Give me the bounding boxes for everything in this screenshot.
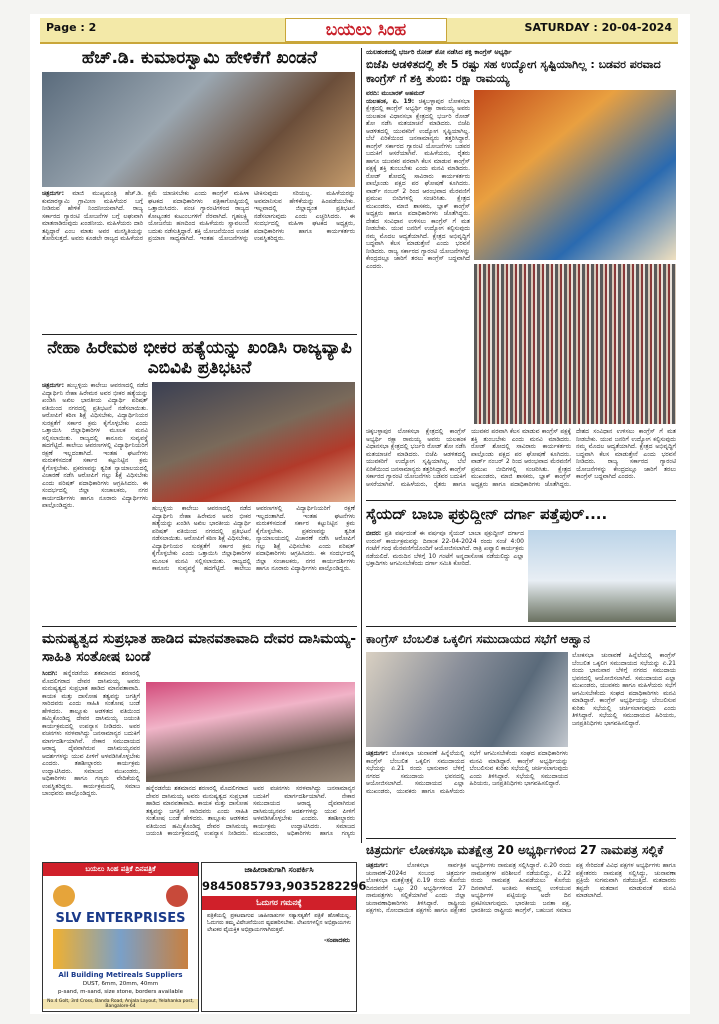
story7-body (366, 862, 676, 1010)
story2-body-cont (152, 505, 355, 622)
story3-headline: ಮನುಷ್ಯತ್ವದ ಸುಪ್ರಭಾತ ಹಾಡಿದ ಮಾನವತಾವಾದಿ ದೇವರ ದಾಸಿಮಯ್ಯ-ಸಾಹಿತಿ ಸಂತೋಷ ಬಂಡೆ (42, 631, 357, 665)
column-divider (361, 48, 362, 843)
contact-notice-box (201, 862, 367, 1012)
notice-title: ಓದುಗರ ಗಮನಕ್ಕೆ (202, 896, 356, 910)
ad-address: No.4 Golt, 3rd Cross, Banda Road, Anjala Layout, Yelahanka post, Bangalore-64 (43, 999, 198, 1009)
story4-dateline: ಯಲಹಂಕ, ಏ. 19: (366, 97, 415, 105)
ad-truck-image (53, 929, 188, 969)
story3-photo (146, 682, 355, 782)
story3-text: ಹನ್ನೆರಡನೆಯ ಶತಮಾನದ ಶರಣರಲ್ಲಿ ಮೊದಲಿಗರಾದ ದೇವರ ದಾಸಿಮಯ್ಯ ಅವರು ಮನುಷ್ಯತ್ವದ ಸುಪ್ರಭಾತ ಹಾಡಿದ ಮಾನವತಾವಾದಿ. ಕಾಯಕ ಮತ್ತು ದಾಸೋಹ ತತ್ವವನ್ನು ಜಗತ್ತಿಗೆ ಸಾರಿದವರು ಎಂದು ಸಾಹಿತಿ ಸಂತೋಷ ಬಂಡೆ ಹೇಳಿದರು. ತಾಲ್ಲೂಕು ಆಡಳಿತದ ವತಿಯಿಂದ ಹಮ್ಮಿಕೊಂಡಿದ್ದ ದೇವರ ದಾಸಿಮಯ್ಯ ಜಯಂತಿ ಕಾರ್ಯಕ್ರಮದಲ್ಲಿ ಉಪನ್ಯಾಸ ನೀಡಿದರು. ಅವರ ವಚನಗಳು ಸರಳವಾಗಿದ್ದು ಜನಸಾಮಾನ್ಯರ ಬದುಕಿಗೆ ಮಾರ್ಗದರ್ಶಿಯಾಗಿವೆ. ನೇಕಾರ ಸಮುದಾಯದ ಆರಾಧ್ಯ ದೈವವಾಗಿರುವ ದಾಸಿಮಯ್ಯನವರ ಆದರ್ಶಗಳನ್ನು ಯುವ ಪೀಳಿಗೆ ಅಳವಡಿಸಿಕೊಳ್ಳಬೇಕು ಎಂದರು. ತಹಶೀಲ್ದಾರರು ಕಾರ್ಯಕ್ರಮ ಉದ್ಘಾಟಿಸಿದರು. ಸಮಾಜದ ಮುಖಂಡರು, ಅಧಿಕಾರಿಗಳು ಹಾಗೂ ಗಣ್ಯರು ವೇದಿಕೆಯಲ್ಲಿ ಉಪಸ್ಥಿತರಿದ್ದರು. ಕಾರ್ಯಕ್ರಮದಲ್ಲಿ ಸಮಾಜ ಬಾಂಧವರು ಪಾಲ್ಗೊಂಡಿದ್ದರು. (42, 670, 140, 797)
story4-text-cont: ಚಿಕ್ಕಬಳ್ಳಾಪುರ ಲೋಕಸಭಾ ಕ್ಷೇತ್ರದಲ್ಲಿ ಕಾಂಗ್ರೆಸ್ ಅಭ್ಯರ್ಥಿ ರಕ್ಷಾ ರಾಮಯ್ಯ ಅವರು ಯಲಹಂಕ ವಿಧಾನಸಭಾ ಕ್ಷೇತ್ರದಲ್ಲಿ ಭರ್ಜರಿ ರೋಡ್ ಶೋ ನಡೆಸಿ ಮತಯಾಚನೆ ಮಾಡಿದರು. ಬಿಜೆಪಿ ಆಡಳಿತದಲ್ಲಿ ಯುವಕರಿಗೆ ಉದ್ಯೋಗ ಸೃಷ್ಟಿಯಾಗಿಲ್ಲ. ಬೆಲೆ ಏರಿಕೆಯಿಂದ ಜನಸಾಮಾನ್ಯರು ತತ್ತರಿಸಿದ್ದಾರೆ. ಕಾಂಗ್ರೆಸ್ ಸರ್ಕಾರದ ಗ್ಯಾರಂಟಿ ಯೋಜನೆಗಳು ಬಡವರ ಬದುಕಿಗೆ ಆಸರೆಯಾಗಿವೆ. ಮಹಿಳೆಯರು, ರೈತರು ಹಾಗೂ ಯುವಕರ ಪರವಾಗಿ ಕೆಲಸ ಮಾಡುವ ಕಾಂಗ್ರೆಸ್ ಪಕ್ಷಕ್ಕೆ ಶಕ್ತಿ ತುಂಬಬೇಕು ಎಂದು ಮನವಿ ಮಾಡಿದರು. ರೋಡ್ ಶೋದಲ್ಲಿ ಸಾವಿರಾರು ಕಾರ್ಯಕರ್ತರು ಪಾಲ್ಗೊಂಡು ಪಕ್ಷದ ಪರ ಘೋಷಣೆ ಕೂಗಿದರು. ವಾರ್ಡ್ ನಂಬರ್ 2 ರಿಂದ ಆರಂಭವಾದ ಮೆರವಣಿಗೆ ಪ್ರಮುಖ ಬೀದಿಗಳಲ್ಲಿ ಸಂಚರಿಸಿತು. ಕ್ಷೇತ್ರದ ಮುಖಂಡರು, ಮಾಜಿ ಶಾಸಕರು, ಬ್ಲಾಕ್ ಕಾಂಗ್ರೆಸ್ ಅಧ್ಯಕ್ಷರು ಹಾಗೂ ಪದಾಧಿಕಾರಿಗಳು ಜೊತೆಗಿದ್ದರು. ದೇಶದ ಸಂವಿಧಾನ ಉಳಿಸಲು ಕಾಂಗ್ರೆಸ್ ಗೆ ಮತ ನೀಡಬೇಕು. ಯುವ ಜನರಿಗೆ ಉದ್ಯೋಗ ಕಲ್ಪಿಸುವುದು ನಮ್ಮ ಮೊದಲ ಆದ್ಯತೆಯಾಗಿದೆ. ಕ್ಷೇತ್ರದ ಅಭಿವೃದ್ಧಿಗೆ ಬದ್ಧವಾಗಿ ಕೆಲಸ ಮಾಡುತ್ತೇನೆ ಎಂದು ಭರವಸೆ ನೀಡಿದರು. ರಾಜ್ಯ ಸರ್ಕಾರದ ಗ್ಯಾರಂಟಿ ಯೋಜನೆಗಳನ್ನು ಕೇಂದ್ರದಲ್ಲೂ ಜಾರಿಗೆ ತರಲು ಕಾಂಗ್ರೆಸ್ ಬದ್ಧವಾಗಿದೆ ಎಂದರು. (366, 428, 676, 488)
issue-date: SATURDAY : 20-04-2024 (524, 21, 672, 34)
story-divider (366, 626, 676, 627)
story2-dateline: ಚಿತ್ರದುರ್ಗ: (42, 382, 65, 389)
story7-text: ಲೋಕಸಭಾ ಸಾರ್ವತ್ರಿಕ ಚುನಾವಣೆ-2024ರ ಸಂಬಂಧ ಚಿತ್ರದುರ್ಗ ಲೋಕಸಭಾ ಮತಕ್ಷೇತ್ರಕ್ಕೆ ಏ.19 ರಂದು ಕೊನೆಯ ದಿನದವರೆಗೆ ಒಟ್ಟು 20 ಅಭ್ಯರ್ಥಿಗಳಿಂದ 27 ನಾಮಪತ್ರಗಳು ಸಲ್ಲಿಕೆಯಾಗಿವೆ ಎಂದು ಜಿಲ್ಲಾ ಚುನಾವಣಾಧಿಕಾರಿಗಳು ತಿಳಿಸಿದ್ದಾರೆ. ರಾಷ್ಟ್ರೀಯ ಪಕ್ಷಗಳು, ನೋಂದಾಯಿತ ಪಕ್ಷಗಳು ಹಾಗೂ ಪಕ್ಷೇತರ ಅಭ್ಯರ್ಥಿಗಳು ನಾಮಪತ್ರ ಸಲ್ಲಿಸಿದ್ದಾರೆ. ಏ.20 ರಂದು ನಾಮಪತ್ರಗಳ ಪರಿಶೀಲನೆ ನಡೆಯಲಿದ್ದು, ಏ.22 ರಂದು ನಾಮಪತ್ರ ಹಿಂಪಡೆಯಲು ಕೊನೆಯ ದಿನವಾಗಿದೆ. ಅಂತಿಮ ಕಣದಲ್ಲಿ ಉಳಿಯುವ ಅಭ್ಯರ್ಥಿಗಳ ಪಟ್ಟಿಯನ್ನು ಅದೇ ದಿನ ಪ್ರಕಟಿಸಲಾಗುವುದು. ಭಾರತೀಯ ಜನತಾ ಪಕ್ಷ, ಭಾರತೀಯ ರಾಷ್ಟ್ರೀಯ ಕಾಂಗ್ರೆಸ್, ಬಹುಜನ ಸಮಾಜ ಪಕ್ಷ ಸೇರಿದಂತೆ ವಿವಿಧ ಪಕ್ಷಗಳ ಅಭ್ಯರ್ಥಿಗಳು ಹಾಗೂ ಪಕ್ಷೇತರರು ನಾಮಪತ್ರ ಸಲ್ಲಿಸಿದ್ದು, ಚುನಾವಣಾ ಪ್ರಕ್ರಿಯೆ ಸುಗಮವಾಗಿ ನಡೆಯುತ್ತಿದೆ. ಮತದಾರರು ತಪ್ಪದೇ ಮತದಾನ ಮಾಡುವಂತೆ ಮನವಿ ಮಾಡಲಾಗಿದೆ. (366, 862, 676, 914)
ad-phone-numbers: 9845085793,9035282296 (202, 879, 367, 893)
story4-body-cont (366, 428, 676, 496)
story2-text: ಹುಬ್ಬಳ್ಳಿಯ ಕಾಲೇಜು ಆವರಣದಲ್ಲಿ ನಡೆದ ವಿದ್ಯಾರ್ಥಿನಿ ನೇಹಾ ಹಿರೇಮಠ ಅವರ ಭೀಕರ ಹತ್ಯೆಯನ್ನು ಖಂಡಿಸಿ ಅಖಿಲ ಭಾರತೀಯ ವಿದ್ಯಾರ್ಥಿ ಪರಿಷತ್ ವತಿಯಿಂದ ನಗರದಲ್ಲಿ ಪ್ರತಿಭಟನೆ ನಡೆಸಲಾಯಿತು. ಆರೋಪಿಗೆ ಕಠಿಣ ಶಿಕ್ಷೆ ವಿಧಿಸಬೇಕು, ವಿದ್ಯಾರ್ಥಿನಿಯರ ಸುರಕ್ಷತೆಗೆ ಸರ್ಕಾರ ಕ್ರಮ ಕೈಗೊಳ್ಳಬೇಕು ಎಂದು ಒತ್ತಾಯಿಸಿ ಜಿಲ್ಲಾಧಿಕಾರಿಗಳ ಮೂಲಕ ಮನವಿ ಸಲ್ಲಿಸಲಾಯಿತು. ರಾಜ್ಯದಲ್ಲಿ ಕಾನೂನು ಸುವ್ಯವಸ್ಥೆ ಹದಗೆಟ್ಟಿದೆ. ಕಾಲೇಜು ಆವರಣಗಳಲ್ಲಿ ವಿದ್ಯಾರ್ಥಿನಿಯರಿಗೆ ರಕ್ಷಣೆ ಇಲ್ಲದಂತಾಗಿದೆ. ಇಂತಹ ಘಟನೆಗಳು ಮರುಕಳಿಸದಂತೆ ಸರ್ಕಾರ ಕಟ್ಟುನಿಟ್ಟಿನ ಕ್ರಮ ಕೈಗೊಳ್ಳಬೇಕು. ಪ್ರಕರಣವನ್ನು ತ್ವರಿತ ನ್ಯಾಯಾಲಯದಲ್ಲಿ ವಿಚಾರಣೆ ನಡೆಸಿ ಆರೋಪಿಗೆ ಗಲ್ಲು ಶಿಕ್ಷೆ ವಿಧಿಸಬೇಕು ಎಂದು ಪರಿಷತ್ ಪದಾಧಿಕಾರಿಗಳು ಆಗ್ರಹಿಸಿದರು. ಈ ಸಂದರ್ಭದಲ್ಲಿ ಜಿಲ್ಲಾ ಸಂಚಾಲಕರು, ನಗರ ಕಾರ್ಯದರ್ಶಿಗಳು ಹಾಗೂ ನೂರಾರು ವಿದ್ಯಾರ್ಥಿಗಳು ಪಾಲ್ಗೊಂಡಿದ್ದರು. (42, 382, 148, 509)
story4-text: ಚಿಕ್ಕಬಳ್ಳಾಪುರ ಲೋಕಸಭಾ ಕ್ಷೇತ್ರದಲ್ಲಿ ಕಾಂಗ್ರೆಸ್ ಅಭ್ಯರ್ಥಿ ರಕ್ಷಾ ರಾಮಯ್ಯ ಅವರು ಯಲಹಂಕ ವಿಧಾನಸಭಾ ಕ್ಷೇತ್ರದಲ್ಲಿ ಭರ್ಜರಿ ರೋಡ್ ಶೋ ನಡೆಸಿ ಮತಯಾಚನೆ ಮಾಡಿದರು. ಬಿಜೆಪಿ ಆಡಳಿತದಲ್ಲಿ ಯುವಕರಿಗೆ ಉದ್ಯೋಗ ಸೃಷ್ಟಿಯಾಗಿಲ್ಲ. ಬೆಲೆ ಏರಿಕೆಯಿಂದ ಜನಸಾಮಾನ್ಯರು ತತ್ತರಿಸಿದ್ದಾರೆ. ಕಾಂಗ್ರೆಸ್ ಸರ್ಕಾರದ ಗ್ಯಾರಂಟಿ ಯೋಜನೆಗಳು ಬಡವರ ಬದುಕಿಗೆ ಆಸರೆಯಾಗಿವೆ. ಮಹಿಳೆಯರು, ರೈತರು ಹಾಗೂ ಯುವಕರ ಪರವಾಗಿ ಕೆಲಸ ಮಾಡುವ ಕಾಂಗ್ರೆಸ್ ಪಕ್ಷಕ್ಕೆ ಶಕ್ತಿ ತುಂಬಬೇಕು ಎಂದು ಮನವಿ ಮಾಡಿದರು. ರೋಡ್ ಶೋದಲ್ಲಿ ಸಾವಿರಾರು ಕಾರ್ಯಕರ್ತರು ಪಾಲ್ಗೊಂಡು ಪಕ್ಷದ ಪರ ಘೋಷಣೆ ಕೂಗಿದರು. ವಾರ್ಡ್ ನಂಬರ್ 2 ರಿಂದ ಆರಂಭವಾದ ಮೆರವಣಿಗೆ ಪ್ರಮುಖ ಬೀದಿಗಳಲ್ಲಿ ಸಂಚರಿಸಿತು. ಕ್ಷೇತ್ರದ ಮುಖಂಡರು, ಮಾಜಿ ಶಾಸಕರು, ಬ್ಲಾಕ್ ಕಾಂಗ್ರೆಸ್ ಅಧ್ಯಕ್ಷರು ಹಾಗೂ ಪದಾಧಿಕಾರಿಗಳು ಜೊತೆಗಿದ್ದರು. ದೇಶದ ಸಂವಿಧಾನ ಉಳಿಸಲು ಕಾಂಗ್ರೆಸ್ ಗೆ ಮತ ನೀಡಬೇಕು. ಯುವ ಜನರಿಗೆ ಉದ್ಯೋಗ ಕಲ್ಪಿಸುವುದು ನಮ್ಮ ಮೊದಲ ಆದ್ಯತೆಯಾಗಿದೆ. ಕ್ಷೇತ್ರದ ಅಭಿವೃದ್ಧಿಗೆ ಬದ್ಧವಾಗಿ ಕೆಲಸ ಮಾಡುತ್ತೇನೆ ಎಂದು ಭರವಸೆ ನೀಡಿದರು. ರಾಜ್ಯ ಸರ್ಕಾರದ ಗ್ಯಾರಂಟಿ ಯೋಜನೆಗಳನ್ನು ಕೇಂದ್ರದಲ್ಲೂ ಜಾರಿಗೆ ತರಲು ಕಾಂಗ್ರೆಸ್ ಬದ್ಧವಾಗಿದೆ ಎಂದರು. (366, 97, 470, 270)
ad-banner: ಬಯಲು ಸಿಂಹ ಪತ್ರಿಕೆ ದಿನಪತ್ರಿಕೆ (43, 863, 198, 876)
story4-byline: ವರದಿ: ಮುಬಾರಕ್ ಅಹಮದ್ (366, 90, 425, 97)
ad-tagline: All Building Metireals Suppliers (58, 971, 183, 979)
story4-photo-crowd (474, 264, 676, 424)
notice-signature: -ಸಂಪಾದಕರು (324, 937, 350, 944)
story1-dateline: ಚಿತ್ರದುರ್ಗ: (42, 190, 65, 197)
story4-headline: ಬಿಜೆಪಿ ಆಡಳಿತದಲ್ಲಿ ಶೇ 5 ರಷ್ಟು ಸಹ ಉದ್ಯೋಗ ಸೃಷ್ಟಿಯಾಗಿಲ್ಲ : ಬಡವರ ಪರವಾದ ಕಾಂಗ್ರೆಸ್ ಗೆ ಶಕ್ತಿ ತುಂಬಿ: ರಕ್ಷಾ ರಾಮಯ್ಯ (366, 58, 661, 85)
story2-body-col (42, 382, 148, 622)
story2-text-cont: ಹುಬ್ಬಳ್ಳಿಯ ಕಾಲೇಜು ಆವರಣದಲ್ಲಿ ನಡೆದ ವಿದ್ಯಾರ್ಥಿನಿ ನೇಹಾ ಹಿರೇಮಠ ಅವರ ಭೀಕರ ಹತ್ಯೆಯನ್ನು ಖಂಡಿಸಿ ಅಖಿಲ ಭಾರತೀಯ ವಿದ್ಯಾರ್ಥಿ ಪರಿಷತ್ ವತಿಯಿಂದ ನಗರದಲ್ಲಿ ಪ್ರತಿಭಟನೆ ನಡೆಸಲಾಯಿತು. ಆರೋಪಿಗೆ ಕಠಿಣ ಶಿಕ್ಷೆ ವಿಧಿಸಬೇಕು, ವಿದ್ಯಾರ್ಥಿನಿಯರ ಸುರಕ್ಷತೆಗೆ ಸರ್ಕಾರ ಕ್ರಮ ಕೈಗೊಳ್ಳಬೇಕು ಎಂದು ಒತ್ತಾಯಿಸಿ ಜಿಲ್ಲಾಧಿಕಾರಿಗಳ ಮೂಲಕ ಮನವಿ ಸಲ್ಲಿಸಲಾಯಿತು. ರಾಜ್ಯದಲ್ಲಿ ಕಾನೂನು ಸುವ್ಯವಸ್ಥೆ ಹದಗೆಟ್ಟಿದೆ. ಕಾಲೇಜು ಆವರಣಗಳಲ್ಲಿ ವಿದ್ಯಾರ್ಥಿನಿಯರಿಗೆ ರಕ್ಷಣೆ ಇಲ್ಲದಂತಾಗಿದೆ. ಇಂತಹ ಘಟನೆಗಳು ಮರುಕಳಿಸದಂತೆ ಸರ್ಕಾರ ಕಟ್ಟುನಿಟ್ಟಿನ ಕ್ರಮ ಕೈಗೊಳ್ಳಬೇಕು. ಪ್ರಕರಣವನ್ನು ತ್ವರಿತ ನ್ಯಾಯಾಲಯದಲ್ಲಿ ವಿಚಾರಣೆ ನಡೆಸಿ ಆರೋಪಿಗೆ ಗಲ್ಲು ಶಿಕ್ಷೆ ವಿಧಿಸಬೇಕು ಎಂದು ಪರಿಷತ್ ಪದಾಧಿಕಾರಿಗಳು ಆಗ್ರಹಿಸಿದರು. ಈ ಸಂದರ್ಭದಲ್ಲಿ ಜಿಲ್ಲಾ ಸಂಚಾಲಕರು, ನಗರ ಕಾರ್ಯದರ್ಶಿಗಳು ಹಾಗೂ ನೂರಾರು ವಿದ್ಯಾರ್ಥಿಗಳು ಪಾಲ್ಗೊಂಡಿದ್ದರು. (152, 505, 355, 572)
story6-headline: ಕಾಂಗ್ರೆಸ್ ಬೆಂಬಲಿತ ಒಕ್ಕಲಿಗ ಸಮುದಾಯದ ಸಭೆಗೆ ಆಹ್ವಾನ (366, 632, 590, 646)
story1-headline: ಹೆಚ್.ಡಿ. ಕುಮಾರಸ್ವಾಮಿ ಹೇಳಿಕೆಗೆ ಖಂಡನೆ (81, 48, 318, 68)
story6-dateline: ಚಿತ್ರದುರ್ಗ: (366, 750, 389, 757)
page-number: Page : 2 (46, 21, 97, 34)
story6-body-side (572, 652, 676, 832)
deity-icon (53, 885, 75, 907)
story3-dateline: ಸಿಂದಗಿ: (42, 670, 58, 677)
story1-text: ಮಾಜಿ ಮುಖ್ಯಮಂತ್ರಿ ಹೆಚ್.ಡಿ. ಕುಮಾರಸ್ವಾಮಿ ಗ್ರಾಮೀಣ ಮಹಿಳೆಯರ ಬಗ್ಗೆ ನೀಡಿರುವ ಹೇಳಿಕೆ ನಿಂದನೀಯವಾಗಿದೆ. ರಾಜ್ಯ ಸರ್ಕಾರದ ಗ್ಯಾರಂಟಿ ಯೋಜನೆಗಳ ಬಗ್ಗೆ ಲಘುವಾಗಿ ಮಾತನಾಡಿರುವುದು ಖಂಡನೀಯ. ಮಹಿಳೆಯರು ದಾರಿ ತಪ್ಪಿದ್ದಾರೆ ಎಂಬ ಮಾತು ಅವರ ಮನಸ್ಥಿತಿಯನ್ನು ತೋರಿಸುತ್ತದೆ. ಅವರು ಕೂಡಲೇ ರಾಜ್ಯದ ಮಹಿಳೆಯರ ಕ್ಷಮೆ ಯಾಚಿಸಬೇಕು ಎಂದು ಕಾಂಗ್ರೆಸ್ ಮಹಿಳಾ ಘಟಕದ ಪದಾಧಿಕಾರಿಗಳು ಪತ್ರಿಕಾಗೋಷ್ಠಿಯಲ್ಲಿ ಒತ್ತಾಯಿಸಿದರು. ಪಂಚ ಗ್ಯಾರಂಟಿಗಳಿಂದ ರಾಜ್ಯದ ಕೋಟ್ಯಂತರ ಕುಟುಂಬಗಳಿಗೆ ನೆರವಾಗಿದೆ. ಗೃಹಲಕ್ಷ್ಮಿ ಯೋಜನೆಯ ಹಣದಿಂದ ಮಹಿಳೆಯರು ಸ್ವಾವಲಂಬಿ ಬದುಕು ನಡೆಸುತ್ತಿದ್ದಾರೆ. ಶಕ್ತಿ ಯೋಜನೆಯಿಂದ ಉಚಿತ ಪ್ರಯಾಣ ಸಾಧ್ಯವಾಗಿದೆ. ಇಂತಹ ಯೋಜನೆಗಳನ್ನು ಟೀಕಿಸುವುದು ಸರಿಯಲ್ಲ. ಮಹಿಳೆಯರನ್ನು ಅವಮಾನಿಸುವ ಹೇಳಿಕೆಯನ್ನು ಹಿಂಪಡೆಯಬೇಕು. ಇಲ್ಲವಾದಲ್ಲಿ ಜಿಲ್ಲಾದ್ಯಂತ ಪ್ರತಿಭಟನೆ ನಡೆಸಲಾಗುವುದು ಎಂದು ಎಚ್ಚರಿಸಿದರು. ಈ ಸಂದರ್ಭದಲ್ಲಿ ಮಹಿಳಾ ಘಟಕದ ಅಧ್ಯಕ್ಷರು, ಪದಾಧಿಕಾರಿಗಳು ಹಾಗೂ ಕಾರ್ಯಕರ್ತರು ಉಪಸ್ಥಿತರಿದ್ದರು. (42, 190, 355, 242)
story-divider (366, 500, 676, 501)
ad-company-name: SLV ENTERPRISES (55, 911, 186, 926)
story-divider (42, 626, 357, 627)
slv-enterprises-ad (42, 862, 199, 1012)
story2-headline: ನೇಹಾ ಹಿರೇಮಠ ಭೀಕರ ಹತ್ಯೆಯನ್ನು ಖಂಡಿಸಿ ರಾಜ್ಯವ್ಯಾಪಿ ಎಬಿವಿಪಿ ಪ್ರತಿಭಟನೆ (47, 338, 352, 378)
story5-text: ಪ್ರತಿ ವರ್ಷದಂತೆ ಈ ವರ್ಷವೂ ಸೈಯದ್ ಬಾಬಾ ಫಕ್ರುದ್ದೀನ್ ದರ್ಗಾದ ಉರುಸ್ ಕಾರ್ಯಕ್ರಮವನ್ನು ದಿನಾಂಕ 22-04-2024 ರಂದು ಸಂಜೆ 4:00 ಗಂಟೆಗೆ ಗಂಧ ಮೆರವಣಿಗೆಯೊಂದಿಗೆ ಆಯೋಜಿಸಲಾಗಿದೆ. ರಾತ್ರಿ ಖವ್ವಾಲಿ ಕಾರ್ಯಕ್ರಮ ನಡೆಯಲಿದೆ. ಮರುದಿನ ಬೆಳಿಗ್ಗೆ 10 ಗಂಟೆಗೆ ಅನ್ನದಾಸೋಹ ನಡೆಯಲಿದ್ದು ಎಲ್ಲಾ ಭಕ್ತಾದಿಗಳು ಆಗಮಿಸಬೇಕೆಂದು ದರ್ಗಾ ಸಮಿತಿ ಕೋರಿದೆ. (366, 530, 524, 567)
newspaper-title: ಬಯಲು ಸಿಂಹ (285, 18, 447, 42)
deity-icon (166, 885, 188, 907)
masthead (40, 18, 678, 44)
story-divider (366, 838, 676, 839)
story4-kicker: ಯಲಹಂಕದಲ್ಲಿ ಭರ್ಜರಿ ರೋಡ್ ಶೋ ನಡೆಸಿದ ಶಕ್ತಿ ಕಾಂಗ್ರೆಸ್ ಅಭ್ಯರ್ಥಿ (366, 48, 512, 56)
story4-photo-stage (474, 90, 676, 260)
story3-body-cont (146, 785, 355, 840)
ad-contact-title: ಜಾಹೀರಾತುಗಾಗಿ ಸಂಪರ್ಕಿಸಿ (244, 865, 314, 874)
story6-text: ಲೋಕಸಭಾ ಚುನಾವಣೆ ಹಿನ್ನೆಲೆಯಲ್ಲಿ ಕಾಂಗ್ರೆಸ್ ಬೆಂಬಲಿತ ಒಕ್ಕಲಿಗ ಸಮುದಾಯದ ಸಭೆಯನ್ನು ಏ.21 ರಂದು ಭಾನುವಾರ ಬೆಳಿಗ್ಗೆ ನಗರದ ಸಮುದಾಯ ಭವನದಲ್ಲಿ ಆಯೋಜಿಸಲಾಗಿದೆ. ಸಮುದಾಯದ ಎಲ್ಲಾ ಮುಖಂಡರು, ಯುವಕರು ಹಾಗೂ ಮಹಿಳೆಯರು ಸಭೆಗೆ ಆಗಮಿಸಬೇಕೆಂದು ಸಂಘದ ಪದಾಧಿಕಾರಿಗಳು ಮನವಿ ಮಾಡಿದ್ದಾರೆ. ಕಾಂಗ್ರೆಸ್ ಅಭ್ಯರ್ಥಿಯನ್ನು ಬೆಂಬಲಿಸುವ ಕುರಿತು ಸಭೆಯಲ್ಲಿ ಚರ್ಚಿಸಲಾಗುವುದು ಎಂದು ತಿಳಿಸಿದ್ದಾರೆ. ಸಭೆಯಲ್ಲಿ ಸಮುದಾಯದ ಹಿರಿಯರು, ಜನಪ್ರತಿನಿಧಿಗಳು ಭಾಗವಹಿಸಲಿದ್ದಾರೆ. (572, 652, 676, 727)
story7-dateline: ಚಿತ್ರದುರ್ಗ: (366, 862, 389, 869)
story1-photo (42, 72, 355, 187)
story3-body-col (42, 670, 140, 840)
story5-headline: ಸೈಯದ್ ಬಾಬಾ ಫಕ್ರುದ್ದೀನ್ ದರ್ಗಾ ಪತ್ತೆಪುರ್.... (366, 505, 608, 523)
story5-dargah-photo (528, 530, 676, 622)
notice-body: ಪತ್ರಿಕೆಯಲ್ಲಿ ಪ್ರಕಟವಾಗುವ ಜಾಹೀರಾತುಗಳ ಸತ್ಯಾಸತ್ಯತೆಗೆ ಪತ್ರಿಕೆ ಹೊಣೆಯಲ್ಲ. ಓದುಗರು ತಮ್ಮ ವಿವೇಚನೆಯಿಂದ ವ್ಯವಹರಿಸಬೇಕು. ಲೇಖನಗಳಲ್ಲಿನ ಅಭಿಪ್ರಾಯಗಳು ಲೇಖಕರ ವೈಯಕ್ತಿಕ ಅಭಿಪ್ರಾಯಗಳಾಗಿರುತ್ತವೆ. (207, 913, 351, 933)
story7-headline: ಚಿತ್ರದುರ್ಗ ಲೋಕಸಭಾ ಮತಕ್ಷೇತ್ರ 20 ಅಭ್ಯರ್ಥಿಗಳಿಂದ 27 ನಾಮಪತ್ರ ಸಲ್ಲಿಕೆ (366, 843, 664, 857)
story6-photo (366, 652, 568, 747)
story3-text-cont: ಹನ್ನೆರಡನೆಯ ಶತಮಾನದ ಶರಣರಲ್ಲಿ ಮೊದಲಿಗರಾದ ದೇವರ ದಾಸಿಮಯ್ಯ ಅವರು ಮನುಷ್ಯತ್ವದ ಸುಪ್ರಭಾತ ಹಾಡಿದ ಮಾನವತಾವಾದಿ. ಕಾಯಕ ಮತ್ತು ದಾಸೋಹ ತತ್ವವನ್ನು ಜಗತ್ತಿಗೆ ಸಾರಿದವರು ಎಂದು ಸಾಹಿತಿ ಸಂತೋಷ ಬಂಡೆ ಹೇಳಿದರು. ತಾಲ್ಲೂಕು ಆಡಳಿತದ ವತಿಯಿಂದ ಹಮ್ಮಿಕೊಂಡಿದ್ದ ದೇವರ ದಾಸಿಮಯ್ಯ ಜಯಂತಿ ಕಾರ್ಯಕ್ರಮದಲ್ಲಿ ಉಪನ್ಯಾಸ ನೀಡಿದರು. ಅವರ ವಚನಗಳು ಸರಳವಾಗಿದ್ದು ಜನಸಾಮಾನ್ಯರ ಬದುಕಿಗೆ ಮಾರ್ಗದರ್ಶಿಯಾಗಿವೆ. ನೇಕಾರ ಸಮುದಾಯದ ಆರಾಧ್ಯ ದೈವವಾಗಿರುವ ದಾಸಿಮಯ್ಯನವರ ಆದರ್ಶಗಳನ್ನು ಯುವ ಪೀಳಿಗೆ ಅಳವಡಿಸಿಕೊಳ್ಳಬೇಕು ಎಂದರು. ತಹಶೀಲ್ದಾರರು ಕಾರ್ಯಕ್ರಮ ಉದ್ಘಾಟಿಸಿದರು. ಸಮಾಜದ ಮುಖಂಡರು, ಅಧಿಕಾರಿಗಳು ಹಾಗೂ ಗಣ್ಯರು (146, 785, 355, 837)
story-divider (42, 334, 357, 335)
story6-text-cont: ಲೋಕಸಭಾ ಚುನಾವಣೆ ಹಿನ್ನೆಲೆಯಲ್ಲಿ ಕಾಂಗ್ರೆಸ್ ಬೆಂಬಲಿತ ಒಕ್ಕಲಿಗ ಸಮುದಾಯದ ಸಭೆಯನ್ನು ಏ.21 ರಂದು ಭಾನುವಾರ ಬೆಳಿಗ್ಗೆ ನಗರದ ಸಮುದಾಯ ಭವನದಲ್ಲಿ ಆಯೋಜಿಸಲಾಗಿದೆ. ಸಮುದಾಯದ ಎಲ್ಲಾ ಮುಖಂಡರು, ಯುವಕರು ಹಾಗೂ ಮಹಿಳೆಯರು ಸಭೆಗೆ ಆಗಮಿಸಬೇಕೆಂದು ಸಂಘದ ಪದಾಧಿಕಾರಿಗಳು ಮನವಿ ಮಾಡಿದ್ದಾರೆ. ಕಾಂಗ್ರೆಸ್ ಅಭ್ಯರ್ಥಿಯನ್ನು ಬೆಂಬಲಿಸುವ ಕುರಿತು ಸಭೆಯಲ್ಲಿ ಚರ್ಚಿಸಲಾಗುವುದು ಎಂದು ತಿಳಿಸಿದ್ದಾರೆ. ಸಭೆಯಲ್ಲಿ ಸಮುದಾಯದ ಹಿರಿಯರು, ಜನಪ್ರತಿನಿಧಿಗಳು ಭಾಗವಹಿಸಲಿದ್ದಾರೆ. (366, 750, 568, 795)
ad-products: DUST, 6mm, 20mm, 40mm (82, 981, 159, 987)
story5-body (366, 530, 524, 622)
story1-body (42, 190, 355, 332)
story6-body (366, 750, 568, 832)
ad-products-2: p-sand, m-sand, size stone, borders available (58, 989, 183, 995)
story5-dateline: ಬೀದರ: (366, 530, 382, 537)
story4-body-col (366, 90, 470, 435)
story2-photo (152, 382, 355, 502)
